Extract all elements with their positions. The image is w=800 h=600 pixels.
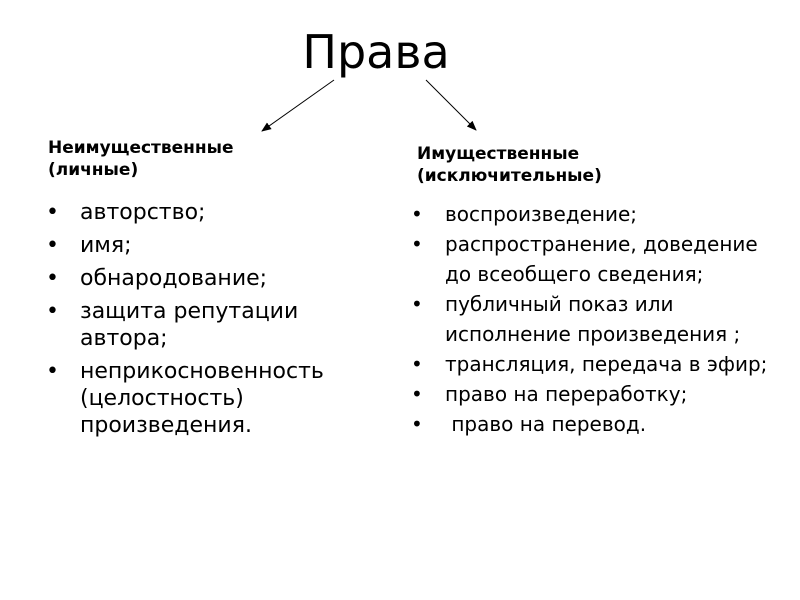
property-rights-list — [411, 199, 781, 439]
list-item — [46, 298, 386, 352]
arrow-left — [262, 80, 334, 131]
property-rights-heading — [417, 143, 602, 187]
arrow-right — [426, 80, 476, 130]
list-item-text: право на перевод. — [445, 412, 647, 436]
heading-line: Неимущественные — [48, 138, 234, 158]
list-item — [411, 199, 781, 229]
list-item-text: право на переработку; — [445, 382, 688, 406]
list-item — [46, 265, 386, 292]
list-item — [46, 199, 386, 226]
list-item — [411, 409, 781, 439]
bullet-icon: • — [411, 292, 423, 316]
bullet-icon: • — [411, 382, 423, 406]
list-item-text: распространение, доведение до всеобщего сведения; — [445, 232, 758, 286]
bullet-icon: • — [46, 200, 59, 225]
non-property-rights-list — [46, 199, 386, 445]
heading-line: (исключительные) — [417, 166, 602, 186]
list-item — [411, 379, 781, 409]
bullet-icon: • — [46, 233, 59, 258]
non-property-rights-heading — [48, 137, 234, 181]
list-item — [411, 349, 781, 379]
bullet-icon: • — [46, 299, 59, 324]
list-item-text: обнародование; — [80, 266, 268, 291]
list-item — [46, 358, 386, 439]
bullet-icon: • — [46, 266, 59, 291]
list-item — [46, 232, 386, 259]
list-item — [411, 229, 781, 289]
heading-line: (личные) — [48, 160, 139, 180]
bullet-icon: • — [411, 412, 423, 436]
list-item-text: трансляция, передача в эфир; — [445, 352, 768, 376]
bullet-icon: • — [411, 202, 423, 226]
list-item-text: защита репутации автора; — [80, 299, 299, 351]
bullet-icon: • — [411, 352, 423, 376]
bullet-icon: • — [46, 359, 59, 384]
list-item-text: воспроизведение; — [445, 202, 638, 226]
list-item-text: имя; — [80, 233, 132, 258]
list-item-text: неприкосновенность (целостность) произведения. — [80, 359, 324, 438]
bullet-icon: • — [411, 232, 423, 256]
list-item — [411, 289, 781, 349]
list-item-text: авторство; — [80, 200, 206, 225]
diagram-title: Права — [302, 25, 450, 79]
heading-line: Имущественные — [417, 144, 580, 164]
list-item-text: публичный показ или исполнение произведения ; — [445, 292, 741, 346]
